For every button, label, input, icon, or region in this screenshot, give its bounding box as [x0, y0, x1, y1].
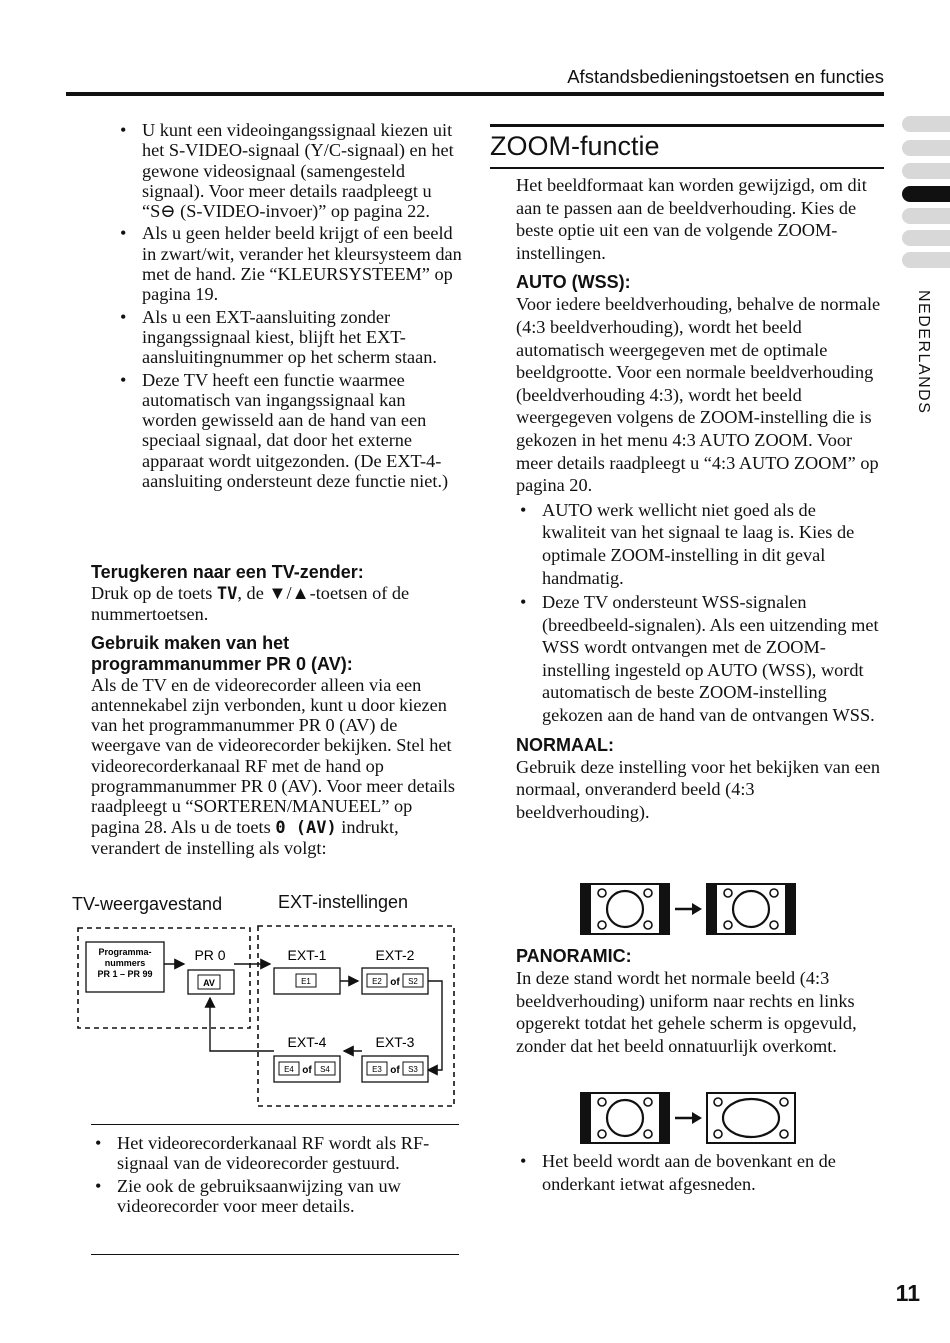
section-tab	[902, 163, 950, 179]
ext1-label: EXT-1	[287, 947, 327, 963]
language-label: NEDERLANDS	[915, 290, 932, 415]
s3-badge: S3	[408, 1065, 418, 1074]
prog-box-line1: Programma-	[98, 947, 152, 957]
panoramic-heading: PANORAMIC:	[516, 946, 632, 966]
tv-heading: Terugkeren naar een TV-zender:	[91, 562, 364, 582]
section-tab	[902, 116, 950, 132]
tv-text: Druk op de toets TV, de ▼/▲-toetsen of de nummertoetsen.	[91, 583, 410, 625]
zoom-body	[516, 174, 884, 823]
page-number: 11	[895, 1280, 920, 1306]
list-item: • Het videorecorderkanaal RF wordt als RF-signaal van de videorecorder gestuurd.	[91, 1133, 459, 1174]
av-key: 0 (AV)	[275, 817, 337, 838]
auto-heading: AUTO (WSS):	[516, 272, 631, 293]
s2-badge: S2	[408, 977, 418, 986]
notes-bottom-rule	[91, 1254, 459, 1255]
or-label: of	[302, 1065, 312, 1076]
panoramic-text: In deze stand wordt het normale beeld (4:3 beeldverhouding) uniform naar rechts en links opgerekt totdat het gehele scherm is opgevuld, zonder dat het beeld onnatuurlijk overkomt.	[516, 968, 857, 1056]
list-item: • Als u geen helder beeld krijgt of een beeld in zwart/wit, verander het kleursysteem dan met de hand. Zie “KLEURSYSTEEM” op pagina 19.	[116, 223, 462, 304]
prog-box-line2: nummers	[104, 958, 146, 968]
ext3-label: EXT-3	[375, 1034, 415, 1050]
normaal-text: Gebruik deze instelling voor het bekijken van een normaal, onveranderd beeld (4:3 beeldverhouding).	[516, 756, 880, 822]
list-item: • Deze TV heeft een functie waarmee automatisch van ingangssignaal kan worden gewisseld aan de hand van een speciaal signaal, dat door het externe apparaat wordt uitgezonden. (De EXT-4-aansluiting ondersteunt deze functie niet.)	[116, 370, 462, 492]
list-item: • Het beeld wordt aan de bovenkant en de onderkant ietwat afgesneden.	[516, 1150, 884, 1195]
e4-badge: E4	[284, 1065, 294, 1074]
prog-box-line3: PR 1 – PR 99	[97, 969, 153, 979]
panoramic-notes	[516, 1150, 884, 1197]
or-label: of	[390, 977, 400, 988]
normaal-heading: NORMAAL:	[516, 734, 614, 755]
e2-badge: E2	[372, 977, 382, 986]
or-label: of	[390, 1065, 400, 1076]
list-item: • Als u een EXT-aansluiting zonder ingangssignaal kiest, blijft het EXT-aansluitingnummer op het scherm staan.	[116, 307, 462, 368]
pr0-label: PR 0	[194, 947, 226, 963]
list-item: • Deze TV ondersteunt WSS-signalen (breedbeeld-signalen). Als een uitzending met WSS wordt ontvangen met de ZOOM-instelling ingesteld op AUTO (WSS), wordt automatisch de beste ZOOM-instelling gekozen aan de hand van de ontvangen WSS.	[516, 591, 884, 727]
auto-text: Voor iedere beeldverhouding, behalve de normale (4:3 beeldverhouding), wordt het beeld automatisch weergegeven met de optimale beeldgrootte. Voor een normale beeldverhouding (beeldverhouding 4:3), wordt het beeld weergegeven volgens de ZOOM-instelling die is gekozen in het menu 4:3 AUTO ZOOM. Voor meer details raadpleegt u “4:3 AUTO ZOOM” op pagina 20.	[516, 294, 881, 496]
ext-settings-label: EXT-instellingen	[278, 892, 409, 912]
section-tab	[902, 230, 950, 246]
zoom-intro: Het beeldformaat kan worden gewijzigd, om dit aan te passen aan de beeldverhouding. Kies de beste optie uit een van de volgende ZOOM-instellingen.	[516, 175, 867, 263]
tv-key: TV	[216, 584, 238, 604]
running-header: Afstandsbedieningstoetsen en functies	[567, 66, 884, 87]
list-item: • Zie ook de gebruiksaanwijzing van uw videorecorder voor meer details.	[91, 1176, 459, 1217]
section-tab	[902, 208, 950, 224]
notes	[91, 1133, 459, 1218]
e3-badge: E3	[372, 1065, 382, 1074]
notes-top-rule	[91, 1124, 459, 1125]
left-bullets	[116, 120, 462, 493]
zoom-section-title: ZOOM-functie	[490, 124, 884, 169]
section-tab	[902, 252, 950, 268]
list-item: • AUTO werk wellicht niet goed als de kwaliteit van het signaal te laag is. Kies de optimale ZOOM-instelling in dit geval handmatig.	[516, 499, 884, 589]
header-rule	[66, 92, 884, 96]
av-badge: AV	[203, 978, 215, 988]
pr0-text: Als de TV en de videorecorder alleen via een antennekabel zijn verbonden, kunt u door kiezen van het programmanummer PR 0 (AV) de weergave van de videorecorder bekijken. Stel het videorecorderkanaal RF met de hand op programmanummer PR 0 (AV). Voor meer details raadpleegt u “SORTEREN/MANUEEL” op pagina 28. Als u de toets 0 (AV) indrukt, verandert de instelling als volgt:	[91, 674, 456, 858]
ext4-label: EXT-4	[287, 1034, 327, 1050]
input-cycle-diagram	[70, 920, 470, 1115]
ext2-label: EXT-2	[375, 947, 415, 963]
tv-section	[91, 562, 461, 858]
panoramic-illustration	[580, 1092, 798, 1144]
pr0-heading: Gebruik maken van het programmanummer PR 0 (AV):	[91, 632, 353, 674]
tv-mode-label: TV-weergavestand	[72, 894, 223, 914]
s4-badge: S4	[320, 1065, 330, 1074]
panoramic-body	[516, 946, 884, 1057]
section-tab	[902, 140, 950, 156]
section-tab-active	[902, 186, 950, 202]
e1-badge: E1	[301, 977, 311, 986]
list-item: • U kunt een videoingangssignaal kiezen uit het S-VIDEO-signaal (Y/C-signaal) en het gewone videosignaal (samengesteld signaal). Voor meer details raadpleegt u “S⊖ (S-VIDEO-invoer)” op pagina 22.	[116, 120, 462, 221]
normaal-illustration	[580, 883, 798, 935]
